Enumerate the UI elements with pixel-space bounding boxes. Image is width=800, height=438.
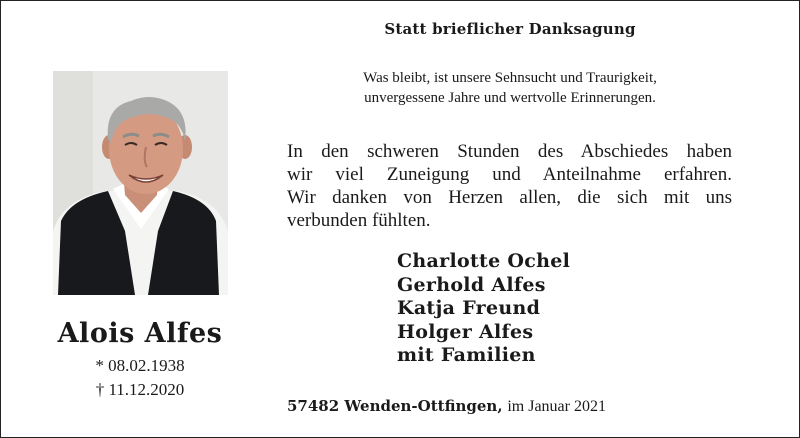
signatory: Holger Alfes <box>397 320 534 343</box>
month: im Januar 2021 <box>507 398 606 415</box>
deceased-name: Alois Alfes <box>57 318 223 349</box>
birth-date: * 08.02.1938 <box>95 356 185 375</box>
signatory: Gerhold Alfes <box>397 273 546 296</box>
portrait-photo <box>53 71 228 295</box>
thanks-line: wir viel Zuneigung und Anteilnahme erfahren. <box>287 164 732 185</box>
quote <box>300 68 720 108</box>
signatory: Charlotte Ochel <box>397 250 571 272</box>
notice-heading: Statt brieflicher Danksagung <box>384 20 636 38</box>
thanks-line: In den schweren Stunden des Abschiedes haben <box>287 141 732 162</box>
thanks-line: Wir danken von Herzen allen, die sich mit uns <box>287 187 732 208</box>
portrait-illustration <box>53 71 228 295</box>
place: 57482 Wenden-Ottfingen, <box>287 397 503 415</box>
signatory: Katja Freund <box>397 297 541 319</box>
signatories <box>397 250 570 368</box>
death-date: † 11.12.2020 <box>95 380 185 399</box>
signatory: mit Familien <box>397 344 536 366</box>
place-and-date <box>287 397 606 416</box>
quote-line: Was bleibt, ist unsere Sehnsucht und Traurigkeit, <box>363 70 657 86</box>
thanks-text <box>287 140 732 232</box>
thanks-line: verbunden fühlten. <box>287 210 431 231</box>
quote-line: unvergessene Jahre und wertvolle Erinnerungen. <box>364 90 656 106</box>
